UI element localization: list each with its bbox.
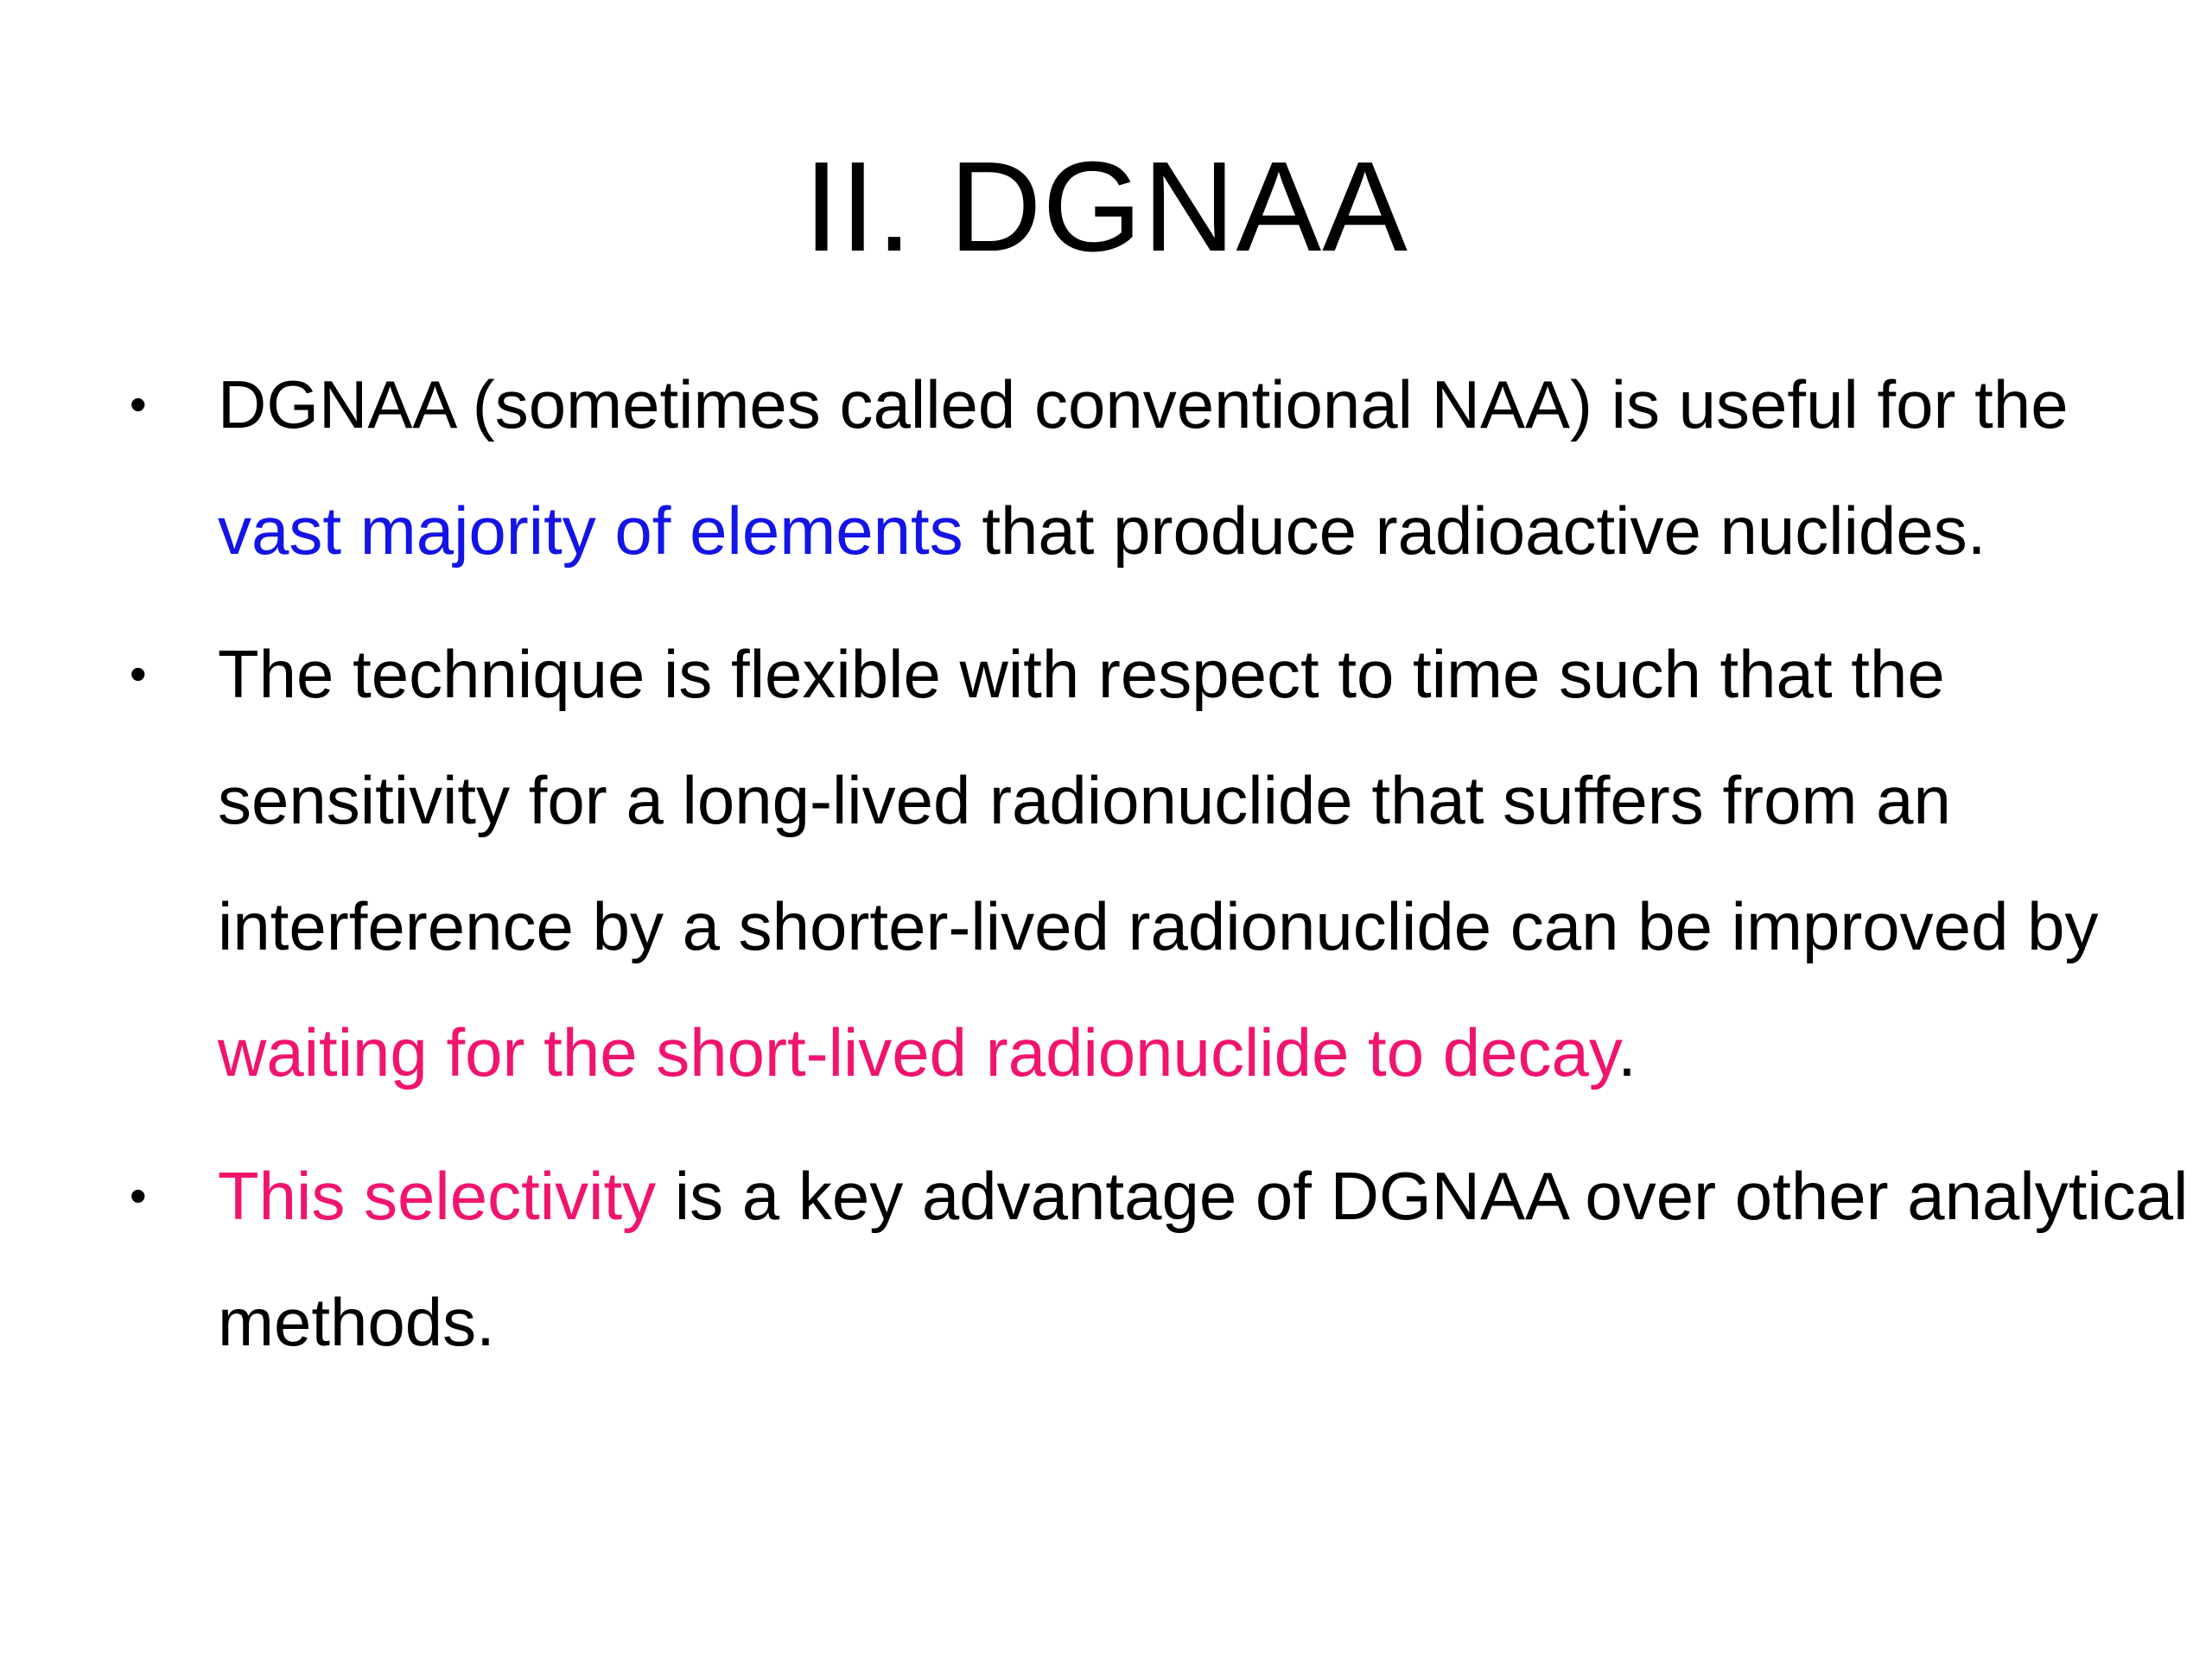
bullet-text: that produce radioactive nuclides. (963, 493, 1986, 569)
bullet-item (130, 1133, 2195, 1385)
bullet-marker: • (130, 1168, 147, 1223)
bullet-text: is a key advantage of DGNAA over other analytical methods. (218, 1158, 2189, 1360)
bullet-text: . (1618, 1014, 1637, 1090)
highlighted-phrase: vast majority of elements (218, 493, 963, 569)
bullet-text: DGNAA (sometimes called conventional NAA) is useful for the (218, 366, 2069, 442)
bullet-marker: • (130, 646, 147, 701)
bullet-list (130, 341, 2195, 1402)
slide-title: II. DGNAA (804, 136, 1408, 278)
bullet-item (130, 341, 2195, 594)
bullet-item (130, 611, 2195, 1116)
highlighted-phrase: waiting for the short-lived radionuclide to decay (218, 1014, 1618, 1090)
bullet-marker: • (130, 377, 147, 431)
bullet-text: The technique is flexible with respect to time such that the sensitivity for a long-lived radionuclide that suffers from an interference by a shorter-lived radionuclide can be improved by (218, 636, 2099, 964)
highlighted-phrase: This selectivity (218, 1158, 657, 1234)
